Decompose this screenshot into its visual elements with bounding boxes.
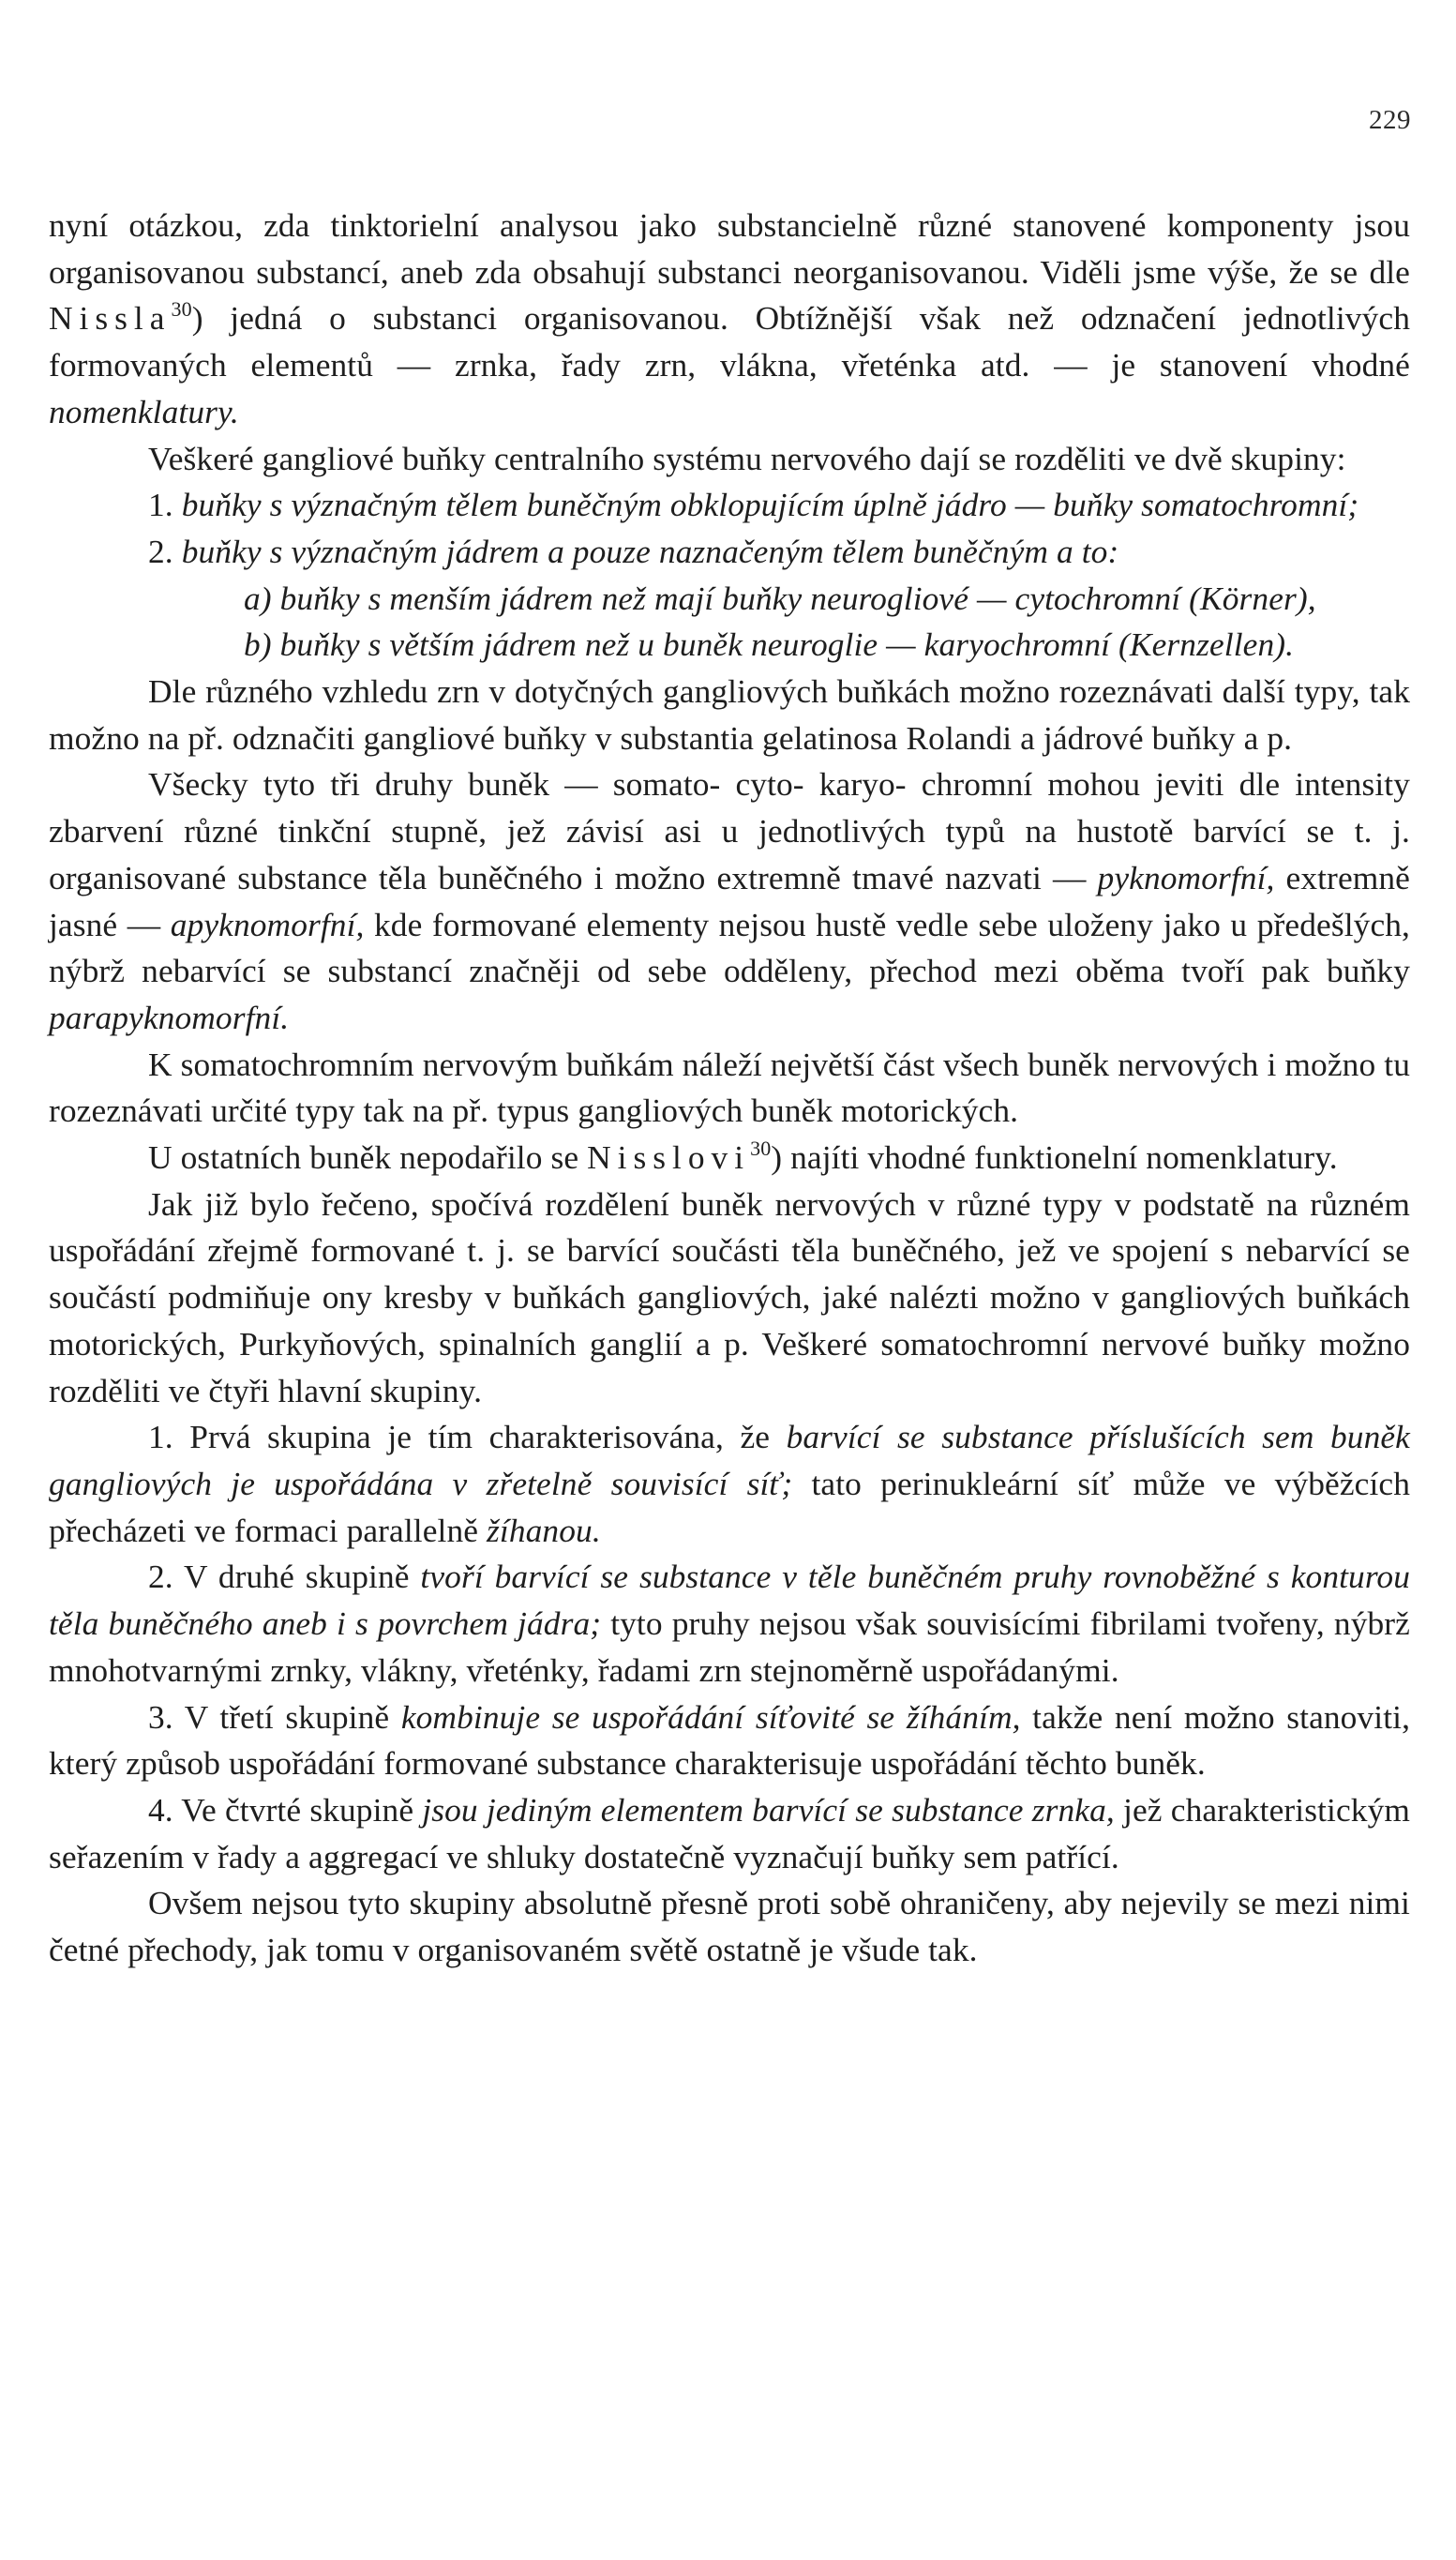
author-name: Nissla bbox=[49, 299, 172, 338]
author-name: Nisslovi bbox=[587, 1138, 751, 1177]
group-3 bbox=[49, 1694, 1410, 1787]
text-run: 4. Ve čtvrté skupině bbox=[148, 1790, 423, 1829]
emphasis: kombinuje se uspořádání síťovité se žíháním, bbox=[400, 1697, 1021, 1736]
paragraph-classification: Veškeré gangliové buňky centralního systému nervového dají se rozděliti ve dvě skupiny: bbox=[148, 439, 1346, 477]
emphasis: nomenklatury. bbox=[49, 392, 239, 430]
paragraph-types: Dle různého vzhledu zrn v dotyčných gangliových buňkách možno rozeznávati další typy, tak možno na př. odznačiti gangliové buňky v substantia gelatinosa Rolandi a jádrové buňky a p. bbox=[49, 672, 1410, 757]
list-number: 2. bbox=[148, 532, 182, 570]
list-item-2a bbox=[49, 576, 1410, 623]
paragraph-intro bbox=[49, 203, 1410, 436]
paragraph-nomenclature bbox=[49, 1135, 1410, 1182]
text-run: Všecky tyto tři druhy buněk — somato- cyto- karyo- chromní mohou jeviti dle intensity zbarvení různé tinkční stupně, jež závisí asi u jednotlivých typů na hustotě barvící se t. j. organisované substance těla buněčného i možno extremně tmavé nazvati — bbox=[49, 765, 1410, 896]
text-run: extremně jasné — bbox=[49, 858, 1410, 943]
list-item-2 bbox=[49, 529, 1410, 576]
group-4 bbox=[49, 1787, 1410, 1880]
emphasis: buňky s význačným tělem buněčným obklopujícím úplně jádro — buňky somatochromní; bbox=[181, 486, 1359, 524]
text-run: takže není možno stanoviti, který způsob uspořádání formované substance charakterisuje uspořádání těchto buněk. bbox=[49, 1697, 1411, 1783]
text-run: 3. V třetí skupině bbox=[148, 1697, 401, 1736]
text-run: 2. V druhé skupině bbox=[148, 1558, 421, 1596]
emphasis: parapyknomorfní. bbox=[49, 998, 290, 1036]
emphasis: tvoří barvící se substance v těle buněčném pruhy rovnoběžné s konturou těla buněčného aneb i s povrchem jádra; bbox=[49, 1558, 1410, 1643]
list-label: a) bbox=[244, 579, 280, 617]
group-2 bbox=[49, 1554, 1410, 1694]
paragraph-intensity bbox=[49, 761, 1410, 1041]
emphasis: buňky s větším jádrem než u buněk neuroglie — karyochromní (Kernzellen). bbox=[279, 625, 1295, 664]
page-number: 229 bbox=[1369, 105, 1411, 135]
body-text bbox=[49, 203, 1410, 1974]
paragraph-division: Jak již bylo řečeno, spočívá rozdělení buněk nervových v různé typy v podstatě na různém uspořádání zřejmě formované t. j. se barvící součásti těla buněčného, jež ve spojení s nebarvící se součástí podmiňuje ony kresby v buňkách gangliových, jaké nalézti možno v gangliových buňkách motorických, Purkyňových, spinalních ganglií a p. Veškeré somatochromní nervové buňky možno rozděliti ve čtyři hlavní skupiny. bbox=[49, 1184, 1410, 1409]
text-run: U ostatních buněk nepodařilo se bbox=[148, 1138, 588, 1177]
text-run: ) najíti vhodné funktionelní nomenklatury. bbox=[771, 1138, 1338, 1177]
emphasis: barvící se substance příslušících sem buněk gangliových je uspořádána v zřetelně souvisící síť; bbox=[49, 1418, 1410, 1502]
text-run: jež charakteristickým seřazením v řady a aggregací ve shluky dostatečně vyznačují buňky sem patřící. bbox=[49, 1790, 1410, 1875]
group-1 bbox=[49, 1414, 1410, 1554]
emphasis: pyknomorfní, bbox=[1097, 858, 1275, 896]
list-item-1 bbox=[49, 482, 1410, 529]
list-number: 1. bbox=[148, 486, 182, 524]
paragraph-conclusion: Ovšem nejsou tyto skupiny absolutně přesně proti sobě ohraničeny, aby nejevily se mezi nimi četné přechody, jak tomu v organisovaném světě ostatně je všude tak. bbox=[49, 1884, 1410, 1969]
text-run: ) jedná o substanci organisovanou. Obtížnější však než odznačení jednotlivých formovaných elementů — zrnka, řady zrn, vlákna, vřeténka atd. — je stanovení vhodné bbox=[49, 299, 1410, 384]
footnote-ref: 30 bbox=[171, 297, 192, 322]
text-run: 1. Prvá skupina je tím charakterisována, že bbox=[148, 1418, 787, 1456]
footnote-ref: 30 bbox=[750, 1137, 772, 1161]
paragraph-somatochromic: K somatochromním nervovým buňkám náleží největší část všech buněk nervových i možno tu rozeznávati určité typy tak na př. typus gangliových buněk motorických. bbox=[49, 1045, 1410, 1130]
emphasis: žíhanou. bbox=[487, 1511, 601, 1549]
list-label: b) bbox=[244, 625, 280, 664]
text-run: tyto pruhy nejsou však souvisícími fibrilami tvořeny, nýbrž mnohotvarnými zrnky, vlákny, vřeténky, řadami zrn stejnoměrně uspořádanými. bbox=[49, 1604, 1410, 1689]
text-run: kde formované elementy nejsou hustě vedle sebe uloženy jako u předešlých, nýbrž nebarvící se substancí značněji od sebe odděleny, přechod mezi oběma tvoří pak buňky bbox=[49, 905, 1410, 990]
text-run: nyní otázkou, zda tinktorielní analysou jako substancielně různé stanovené komponenty jsou organisovanou substancí, aneb zda obsahují substanci neorganisovanou. Viděli jsme výše, že se dle bbox=[49, 206, 1410, 291]
text-run: tato perinukleární síť může ve výběžcích přecházeti ve formaci parallelně bbox=[49, 1464, 1410, 1549]
list-item-2b bbox=[49, 622, 1410, 669]
emphasis: apyknomorfní, bbox=[170, 905, 365, 943]
emphasis: buňky s význačným jádrem a pouze naznačeným tělem buněčným a to: bbox=[181, 532, 1119, 570]
emphasis: buňky s menším jádrem než mají buňky neurogliové — cytochromní (Körner), bbox=[279, 579, 1316, 617]
emphasis: jsou jediným elementem barvící se substance zrnka, bbox=[422, 1790, 1115, 1829]
